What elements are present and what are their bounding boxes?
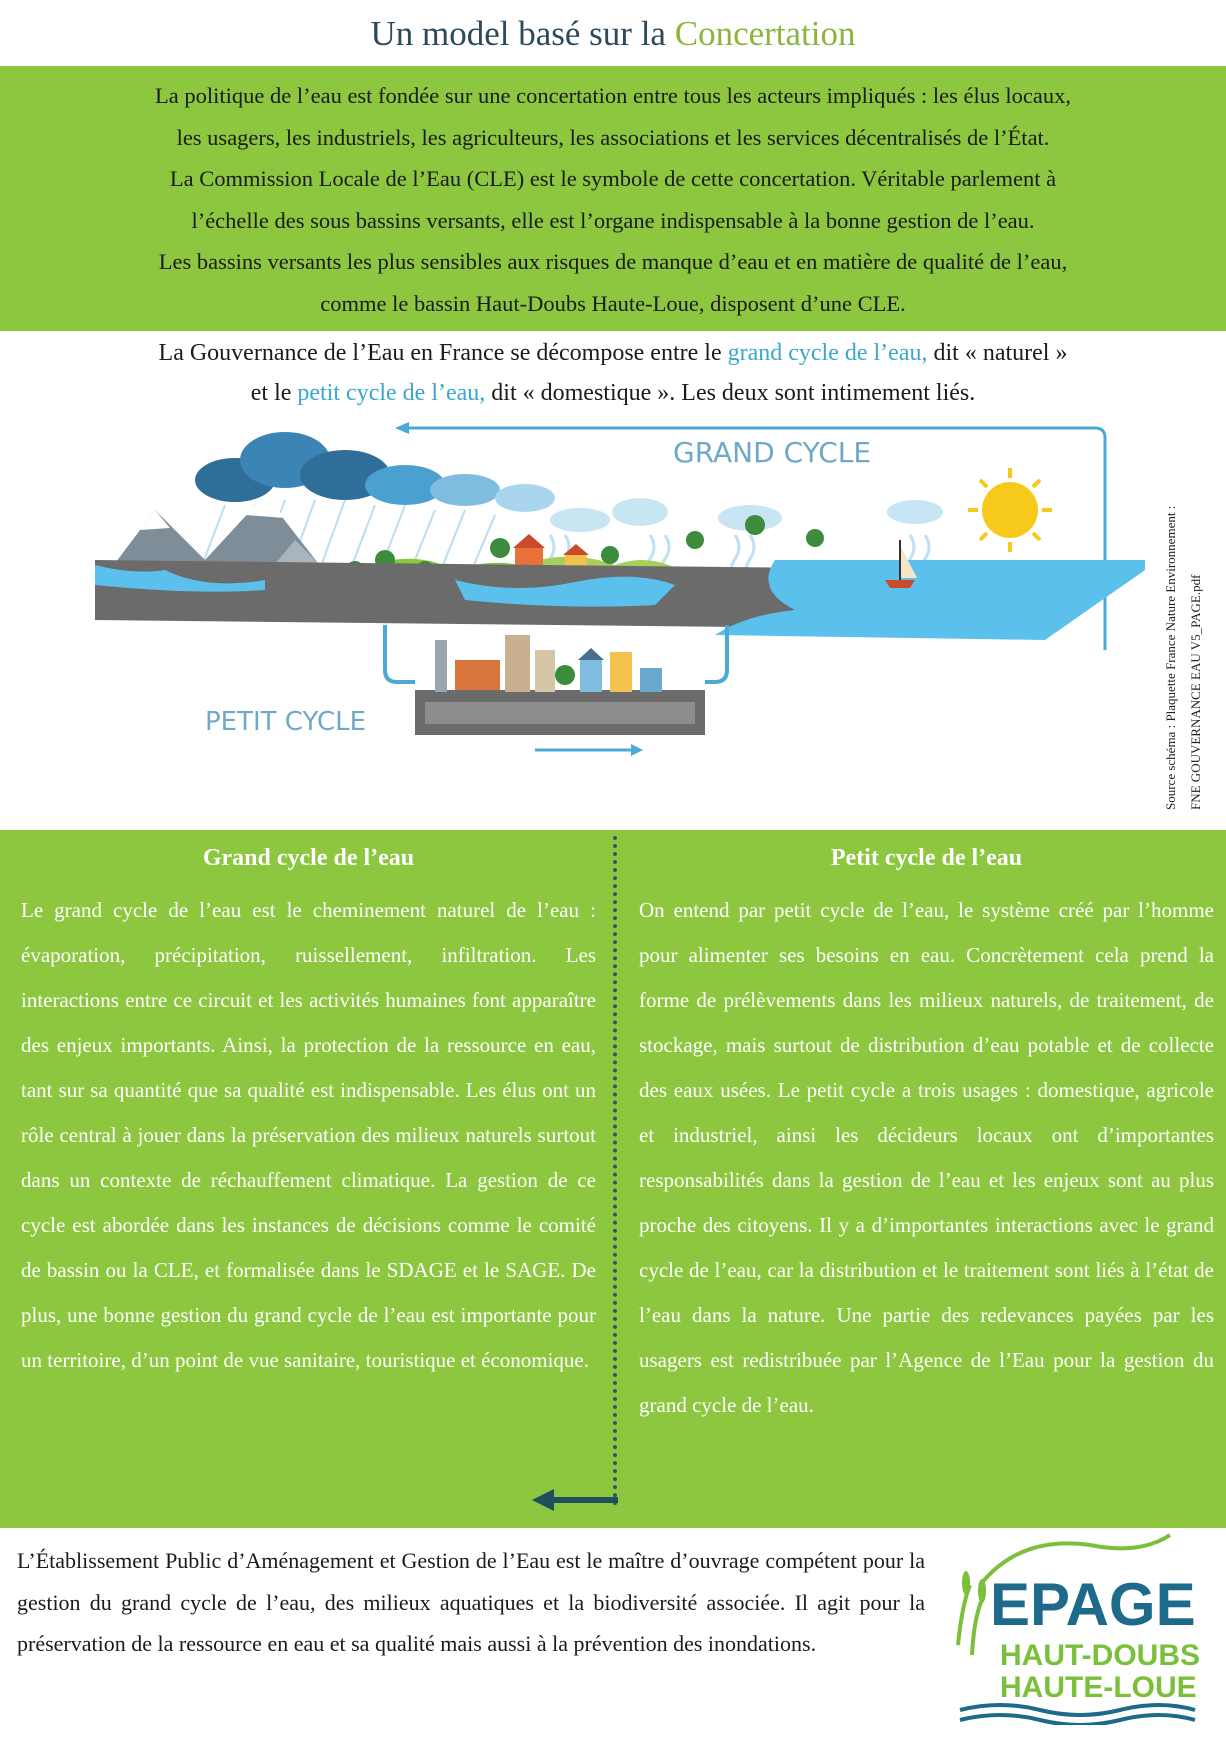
water-cycle-diagram xyxy=(95,420,1145,815)
intro-line: La politique de l’eau est fondée sur une concertation entre tous les acteurs impliqués : les élus locaux, xyxy=(155,83,1071,108)
cycles-panel xyxy=(0,830,1226,1528)
arrow-head-icon xyxy=(631,744,643,756)
governance-text-part: La Gouvernance de l’Eau en France se décompose entre le xyxy=(158,340,728,366)
column-divider xyxy=(613,836,617,1506)
governance-text-part: et le xyxy=(250,380,298,406)
petit-cycle-heading: Petit cycle de l’eau xyxy=(830,845,1023,871)
intro-line: La Commission Locale de l’Eau (CLE) est le symbole de cette concertation. Véritable parlement à xyxy=(169,166,1057,191)
sea xyxy=(715,560,1145,640)
intro-line: les usagers, les industriels, les agriculteurs, les associations et les services décentralisés de l’État. xyxy=(176,124,1050,150)
city-buildings xyxy=(435,635,662,692)
governance-line-2 xyxy=(0,373,1226,413)
governance-line-1 xyxy=(0,333,1226,373)
intro-line: comme le bassin Haut-Doubs Haute-Loue, disposent d’une CLE. xyxy=(320,290,906,316)
source-line-2: FNE GOUVERNANCE EAU V5_PAGE.pdf xyxy=(1188,574,1203,810)
page-title xyxy=(0,14,1226,54)
grand-cycle-link[interactable]: grand cycle de l’eau, xyxy=(727,340,928,366)
governance-text-part: dit « naturel » xyxy=(927,340,1068,366)
petit-cycle-text: On entend par petit cycle de l’eau, le système créé par l’homme pour alimenter ses besoins en eau. Concrètement cela prend la forme de prélèvements dans les milieux naturels, de traitement, de stockage, mais surtout de distribution d’eau potable et de collecte des eaux usées. Le petit cycle a trois usages : domestique, agricole et industriel, ainsi les décideurs locaux ont d’importantes responsabilités dans la gestion de l’eau et les enjeux sont au plus proche des citoyens. Il y a d’importantes interactions avec le grand cycle de l’eau, car la distribution et le traitement sont liés à l’état de l’eau dans la nature. Une partie des redevances payées par les usagers est redistribuée par l’Agence de l’Eau pour la gestion du grand cycle de l’eau. xyxy=(639,898,1214,1417)
source-caption xyxy=(1148,450,1203,810)
grand-cycle-column xyxy=(21,830,596,1383)
logo-epage: EPAGE xyxy=(990,1571,1196,1638)
epage-description: L’Établissement Public d’Aménagement et Gestion de l’Eau est le maître d’ouvrage compétent pour la gestion du grand cycle de l’eau, des milieux aquatiques et la biodiversité associée. Il agit pour la préservation de la ressource en eau et sa qualité mais aussi à la prévention des inondations. xyxy=(17,1548,925,1656)
source-caption-text xyxy=(1158,450,1208,810)
intro-panel xyxy=(0,66,1226,331)
petit-cycle-label: PETIT CYCLE xyxy=(205,707,367,737)
grand-cycle-label: GRAND CYCLE xyxy=(673,436,872,469)
petit-cycle-pipe xyxy=(385,625,415,682)
petit-cycle-link[interactable]: petit cycle de l’eau, xyxy=(297,380,486,406)
logo-haute-loue: HAUTE-LOUE xyxy=(1000,1671,1197,1704)
petit-cycle-column xyxy=(639,830,1214,1428)
governance-text xyxy=(0,333,1226,413)
governance-text-part: dit « domestique ». Les deux sont intimement liés. xyxy=(485,380,976,406)
arrow-left-icon xyxy=(530,1485,620,1515)
title-prefix: Un model basé sur la xyxy=(370,14,675,53)
sun-icon xyxy=(968,468,1052,552)
grand-cycle-heading: Grand cycle de l’eau xyxy=(202,845,415,871)
intro-line: Les bassins versants les plus sensibles aux risques de manque d’eau et en matière de qualité de l’eau, xyxy=(158,249,1068,274)
source-line-1: Source schéma : Plaquette France Nature Environnement : xyxy=(1163,505,1178,810)
arrow-head-icon xyxy=(395,422,409,434)
storm-clouds xyxy=(195,432,555,512)
epage-logo xyxy=(940,1525,1210,1725)
logo-haut-doubs: HAUT-DOUBS xyxy=(1000,1639,1200,1672)
intro-line: l’échelle des sous bassins versants, elle est l’organe indispensable à la bonne gestion de l’eau. xyxy=(191,207,1035,233)
title-accent: Concertation xyxy=(674,14,856,53)
grand-cycle-text: Le grand cycle de l’eau est le cheminement naturel de l’eau : évaporation, précipitation, ruissellement, infiltration. Les interactions entre ce circuit et les activités humaines font apparaître des enjeux importants. Ainsi, la protection de la ressource en eau, tant sur sa quantité que sa qualité est indispensable. Les élus ont un rôle central à jouer dans la préservation des milieux naturels surtout dans un contexte de réchauffement climatique. La gestion de ce cycle est abordée dans les instances de décisions comme le comité de bassin ou la CLE, et formalisée dans le SDAGE et le SAGE. De plus, une bonne gestion du grand cycle de l’eau est importante pour un territoire, d’un point de vue sanitaire, touristique et économique. xyxy=(21,898,596,1372)
